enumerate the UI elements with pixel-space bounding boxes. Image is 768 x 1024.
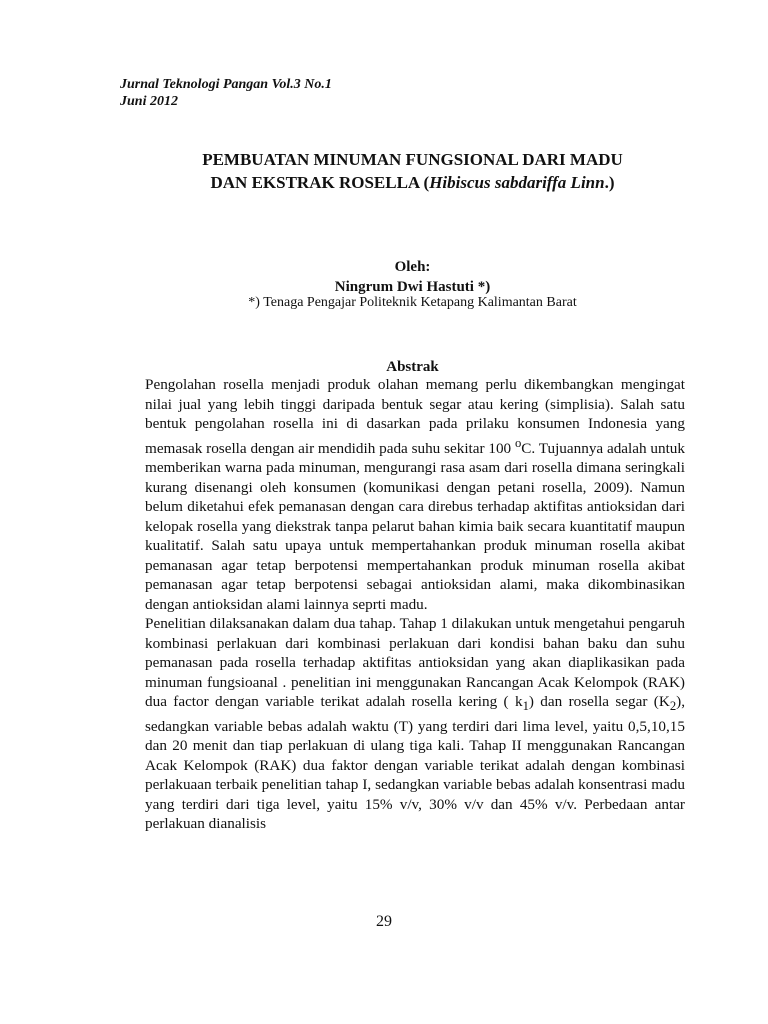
subscript-1: 1 (522, 699, 529, 714)
abstract-body (145, 375, 685, 834)
degree-superscript: o (514, 435, 522, 450)
author-block (140, 257, 685, 297)
abstract-p2-text-c: ), sedangkan variable bebas adalah waktu (T) yang terdiri dari lima level, yaitu 0,5,10,15 dan 20 menit dan tiap perlakuan di ulang tiga kali. Tahap II menggunakan Rancangan Acak Kelompok (RAK) dua faktor dengan variable terikat adalah dengan kombinasi perlakuaan terbaik penelitian tahap I, sedangkan variable bebas adalah konsentrasi madu yang terdiri dari tiga level, yaitu 15% v/v, 30% v/v dan 45% v/v. Perbedaan antar perlakuan dianalisis (145, 693, 685, 833)
scientific-name: Hibiscus sabdariffa Linn (429, 173, 605, 192)
journal-date: Juni 2012 (120, 94, 178, 109)
journal-header (120, 76, 332, 110)
abstract-p2-text-b: ) dan rosella segar (K (528, 693, 670, 711)
abstract-paragraph-1 (145, 375, 685, 614)
author-name: Ningrum Dwi Hastuti *) (334, 279, 491, 295)
abstract-p1-text-a: Pengolahan rosella menjadi produk olahan memang perlu dikembangkan mengingat nilai jual yang lebih tinggi daripada bentuk segar atau kering (simplisia). Salah satu bentuk pengolahan rosella ini di dasarkan pada prilaku konsumen Indonesia yang memasak rosella dengan air mendidih pada suhu sekitar 100 (145, 376, 685, 457)
title-line-2 (140, 171, 685, 194)
by-label: Oleh: (394, 259, 431, 275)
title-line-2-prefix: DAN EKSTRAK ROSELLA ( (210, 173, 430, 192)
abstract-paragraph-2 (145, 614, 685, 834)
paper-title (140, 148, 685, 194)
title-line-1: PEMBUATAN MINUMAN FUNGSIONAL DARI MADU (202, 150, 623, 169)
subscript-2: 2 (669, 699, 677, 714)
abstract-p1-text-b: C. Tujuannya adalah untuk memberikan warna pada minuman, mengurangi rasa asam dari rosella dimana seringkali kurang disenangi oleh konsumen (komunikasi dengan petani rosella, 2009). Namun belum diketahui efek pemanasan dengan cara direbus terhadap aktifitas antioksidan dari kelopak rosella yang diekstrak tanpa pelarut bahan kimia baik secara kuantitatif maupun kualitatif. Salah satu upaya untuk mempertahankan produk minuman rosella akibat pemanasan agar tetap berpotensi mempertahankan produk minuman rosella akibat pemanasan agar tetap berpotensi sebagai antioksidan alami, maka dikombinasikan dengan antioksidan alami lainnya seprti madu. (145, 439, 685, 613)
journal-name: Jurnal Teknologi Pangan Vol.3 No.1 (120, 77, 332, 92)
abstract-p2-text-a: Penelitian dilaksanakan dalam dua tahap. Tahap 1 dilakukan untuk mengetahui pengaruh kombinasi perlakuan dari kombinasi perlakuan dari kondisi bahan baku dan suhu pemanasan pada rosella terhadap aktifitas antioksidan yang akan diaplikasikan pada minuman fungsioanal . penelitian ini menggunakan Rancangan Acak Kelompok (RAK) dua factor dengan variable terikat adalah rosella kering ( k (145, 615, 685, 711)
page-number: 29 (376, 913, 392, 930)
abstract-heading: Abstrak (386, 359, 439, 375)
author-affiliation: *) Tenaga Pengajar Politeknik Ketapang Kalimantan Barat (248, 295, 577, 310)
title-line-2-suffix: .) (604, 173, 615, 192)
